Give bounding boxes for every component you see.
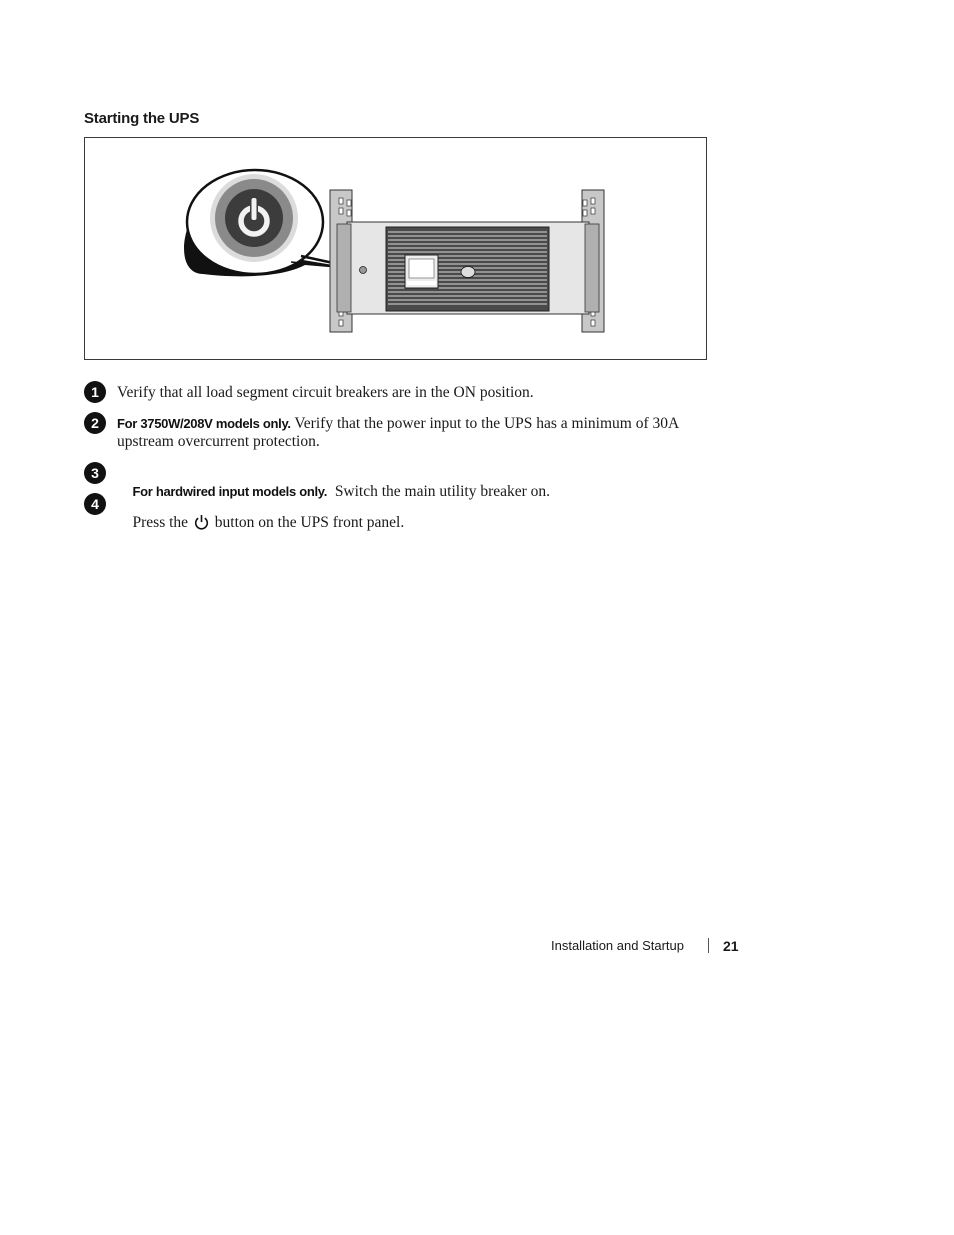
step-lead: For hardwired input models only. xyxy=(132,484,328,499)
ups-unit xyxy=(337,222,599,314)
step-text xyxy=(117,415,714,451)
ups-rack-drawing xyxy=(85,138,708,361)
step-text xyxy=(117,496,404,550)
footer-divider xyxy=(708,938,709,953)
power-icon xyxy=(194,514,209,530)
footer-section-name: Installation and Startup xyxy=(551,938,684,953)
step-text xyxy=(117,384,534,402)
step-number-badge: 1 xyxy=(84,381,106,403)
ups-power-button-location xyxy=(360,267,367,274)
step-number-badge: 4 xyxy=(84,493,106,515)
step-2 xyxy=(84,415,714,451)
step-instruction-after: button on the UPS front panel. xyxy=(210,514,405,531)
step-instruction: Verify that the power input to the UPS has a minimum of 30A upstream overcurrent protection. xyxy=(117,415,679,450)
step-number-badge: 3 xyxy=(84,462,106,484)
step-instruction-before: Press the xyxy=(132,514,192,531)
section-title: Starting the UPS xyxy=(84,110,200,127)
step-instruction: Switch the main utility breaker on. xyxy=(327,483,551,500)
step-instruction: Verify that all load segment circuit breakers are in the ON position. xyxy=(117,384,534,401)
ups-illustration xyxy=(84,137,707,360)
step-number-badge: 2 xyxy=(84,412,106,434)
step-4 xyxy=(84,496,714,550)
page-number: 21 xyxy=(723,938,739,954)
step-lead: For 3750W/208V models only. xyxy=(117,416,291,431)
step-1 xyxy=(84,384,714,403)
